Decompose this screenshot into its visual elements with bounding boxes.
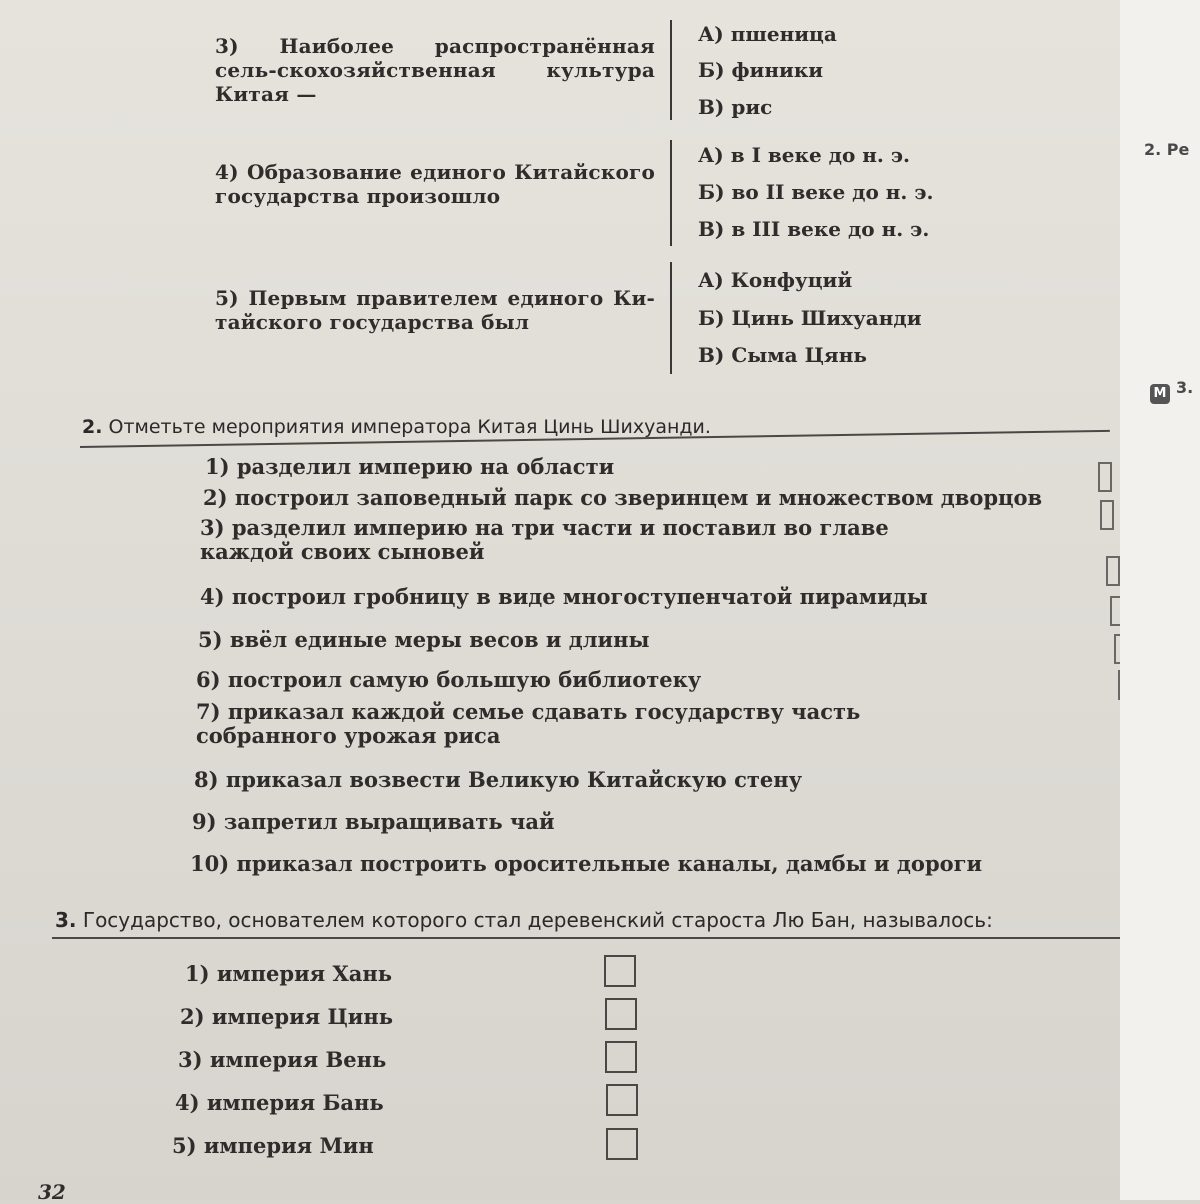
task2-checkbox-1[interactable] bbox=[1098, 462, 1112, 492]
task2-item-4: 4) построил гробницу в виде многоступенчатой пирамиды bbox=[200, 584, 928, 609]
task3-item-3: 3) империя Вень bbox=[178, 1047, 387, 1072]
task1-q5-option-b: Б) Цинь Шихуанди bbox=[698, 306, 922, 330]
task3-checkbox-2[interactable] bbox=[605, 998, 637, 1030]
task2-item-6: 6) построил самую большую библиотеку bbox=[196, 667, 702, 692]
task2-item-1: 1) разделил империю на области bbox=[205, 454, 615, 479]
task3-rule bbox=[52, 937, 1160, 939]
task3-checkbox-1[interactable] bbox=[604, 955, 636, 987]
column-divider bbox=[670, 140, 672, 246]
task1-question-4: 4) Образование единого Китайского государства произошло bbox=[215, 160, 655, 208]
column-divider bbox=[670, 262, 672, 374]
m-badge-icon: М bbox=[1150, 384, 1170, 404]
task1-q4-option-a: А) в I веке до н. э. bbox=[698, 143, 910, 167]
task2-item-10: 10) приказал построить оросительные каналы, дамбы и дороги bbox=[190, 851, 983, 876]
task1-q3-option-c: В) рис bbox=[698, 95, 773, 119]
task2-item-5: 5) ввёл единые меры весов и длины bbox=[198, 627, 650, 652]
task2-item-2: 2) построил заповедный парк со зверинцем и множеством дворцов bbox=[203, 485, 1043, 510]
task2-item-8: 8) приказал возвести Великую Китайскую стену bbox=[194, 767, 803, 792]
adjacent-page-heading-2: 3. bbox=[1176, 378, 1194, 397]
task1-q4-option-c: В) в III веке до н. э. bbox=[698, 217, 930, 241]
task3-item-5: 5) империя Мин bbox=[172, 1133, 374, 1158]
page-number: 32 bbox=[38, 1180, 66, 1204]
task2-heading bbox=[82, 416, 711, 438]
task1-q5-option-a: А) Конфуций bbox=[698, 268, 853, 292]
task3-item-2: 2) империя Цинь bbox=[180, 1004, 393, 1029]
task3-heading bbox=[55, 908, 993, 932]
task2-item-3: 3) разделил империю на три части и поставил во главе каждой своих сыновей bbox=[200, 515, 889, 564]
column-divider bbox=[670, 20, 672, 120]
task3-number: 3. bbox=[55, 908, 77, 932]
task2-item-9: 9) запретил выращивать чай bbox=[192, 809, 555, 834]
adjacent-page-heading: 2. Ре bbox=[1144, 140, 1190, 159]
task3-item-1: 1) империя Хань bbox=[185, 961, 393, 986]
task1-question-3: 3) Наиболее распространённая сель-скохозяйственная культура Китая — bbox=[215, 34, 655, 106]
adjacent-page-edge bbox=[1120, 0, 1200, 1200]
task2-item-7: 7) приказал каждой семье сдавать государству часть собранного урожая риса bbox=[196, 699, 861, 748]
task1-q3-option-b: Б) финики bbox=[698, 58, 824, 82]
task1-question-5: 5) Первым правителем единого Ки-тайского государства был bbox=[215, 286, 655, 334]
task3-checkbox-3[interactable] bbox=[605, 1041, 637, 1073]
task3-title: Государство, основателем которого стал деревенский староста Лю Бан, называлось: bbox=[82, 908, 993, 932]
task1-q3-option-a: А) пшеница bbox=[698, 22, 837, 46]
task2-checkbox-3[interactable] bbox=[1106, 556, 1120, 586]
task3-checkbox-5[interactable] bbox=[606, 1128, 638, 1160]
task2-checkbox-2[interactable] bbox=[1100, 500, 1114, 530]
task3-item-4: 4) империя Бань bbox=[175, 1090, 384, 1115]
task1-q4-option-b: Б) во II веке до н. э. bbox=[698, 180, 934, 204]
task2-title: Отметьте мероприятия императора Китая Цинь Шихуанди. bbox=[108, 416, 711, 438]
task1-q5-option-c: В) Сыма Цянь bbox=[698, 343, 867, 367]
task3-checkbox-4[interactable] bbox=[606, 1084, 638, 1116]
task2-number: 2. bbox=[82, 416, 103, 438]
